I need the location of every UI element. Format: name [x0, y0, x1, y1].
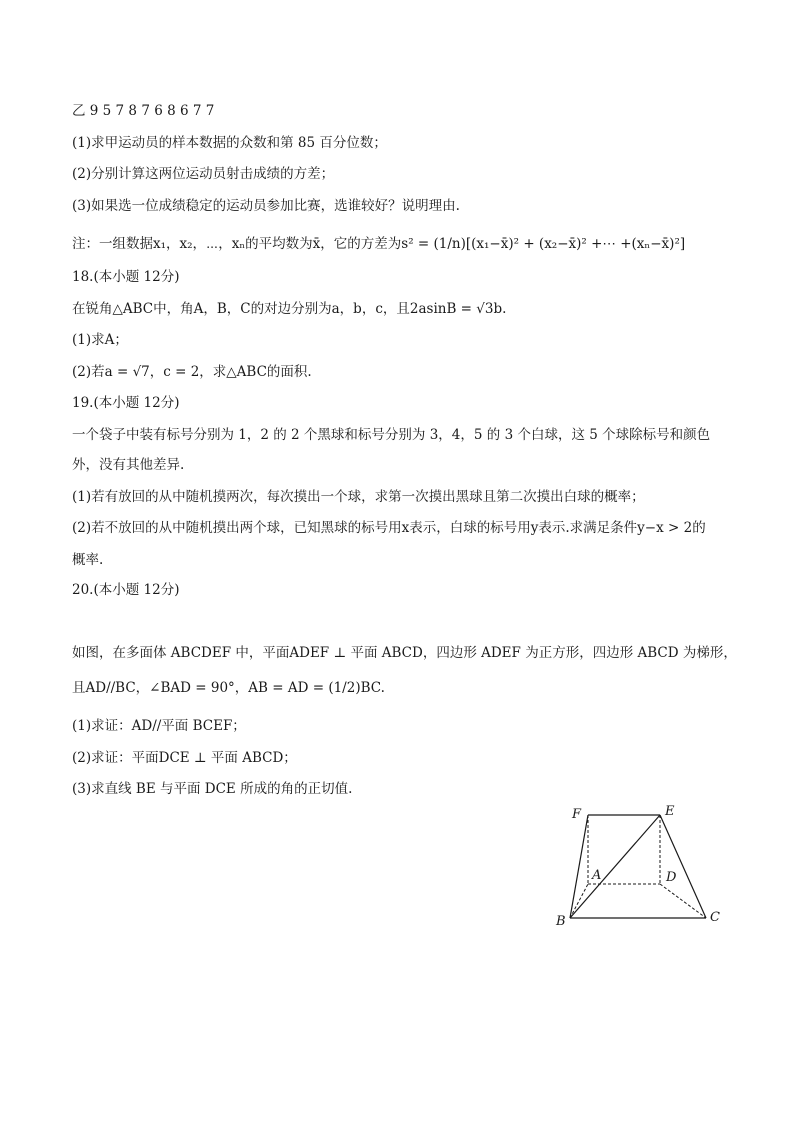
line-l10: 19.(本小题 12分)	[72, 395, 180, 411]
line-l13: (1)若有放回的从中随机摸两次，每次摸出一个球，求第一次摸出黑球且第二次摸出白球的概率；	[72, 489, 645, 505]
edge-DC	[660, 884, 706, 918]
label-E: E	[665, 804, 675, 819]
line-l14: (2)若不放回的从中随机摸出两个球，已知黑球的标号用x表示，白球的标号用y表示.求满足条件y−x > 2的	[72, 520, 706, 536]
edge-EC	[660, 815, 706, 918]
line-l9: (2)若a = √7，c = 2，求△ABC的面积.	[72, 364, 312, 380]
line-l11: 一个袋子中装有标号分别为 1，2 的 2 个黑球和标号分别为 3，4，5 的 3 个白球，这 5 个球除标号和颜色	[72, 427, 711, 443]
line-l8: (1)求A；	[72, 332, 128, 348]
label-D: D	[666, 870, 677, 885]
line-l2: (1)求甲运动员的样本数据的众数和第 85 百分位数；	[72, 135, 387, 151]
line-l20: (2)求证：平面DCE ⊥ 平面 ABCD；	[72, 750, 297, 766]
polyhedron-figure	[548, 800, 728, 930]
edge-BE	[570, 815, 660, 918]
line-l12: 外，没有其他差异.	[72, 457, 185, 473]
label-B: B	[556, 914, 566, 929]
label-F: F	[572, 807, 582, 822]
label-A: A	[592, 868, 602, 883]
line-l15: 概率.	[72, 552, 104, 568]
line-l6: 18.(本小题 12分)	[72, 269, 180, 285]
line-l21: (3)求直线 BE 与平面 DCE 所成的角的正切值.	[72, 781, 353, 797]
line-l19: (1)求证：AD//平面 BCEF；	[72, 718, 246, 734]
line-l1: 乙 9 5 7 8 7 6 8 6 7 7	[72, 103, 215, 119]
line-l5: 注：一组数据x₁，x₂，⋯，xₙ的平均数为x̄，它的方差为s² = (1/n)[(x₁−x̄)² + (x₂−x̄)² +⋯ +(xₙ−x̄)²]	[72, 236, 686, 252]
line-l16: 20.(本小题 12分)	[72, 582, 180, 598]
edge-FB	[570, 815, 588, 918]
label-C: C	[710, 910, 720, 925]
line-l17: 如图，在多面体 ABCDEF 中，平面ADEF ⊥ 平面 ABCD，四边形 ADEF 为正方形，四边形 ABCD 为梯形，	[72, 645, 737, 661]
line-l7: 在锐角△ABC中，角A，B，C的对边分别为a，b，c，且2asinB = √3b.	[72, 301, 507, 317]
line-l4: (3)如果选一位成绩稳定的运动员参加比赛，选谁较好？说明理由.	[72, 198, 460, 214]
line-l3: (2)分别计算这两位运动员射击成绩的方差；	[72, 166, 335, 182]
line-l18: 且AD//BC，∠BAD = 90°，AB = AD = (1/2)BC.	[72, 680, 385, 696]
